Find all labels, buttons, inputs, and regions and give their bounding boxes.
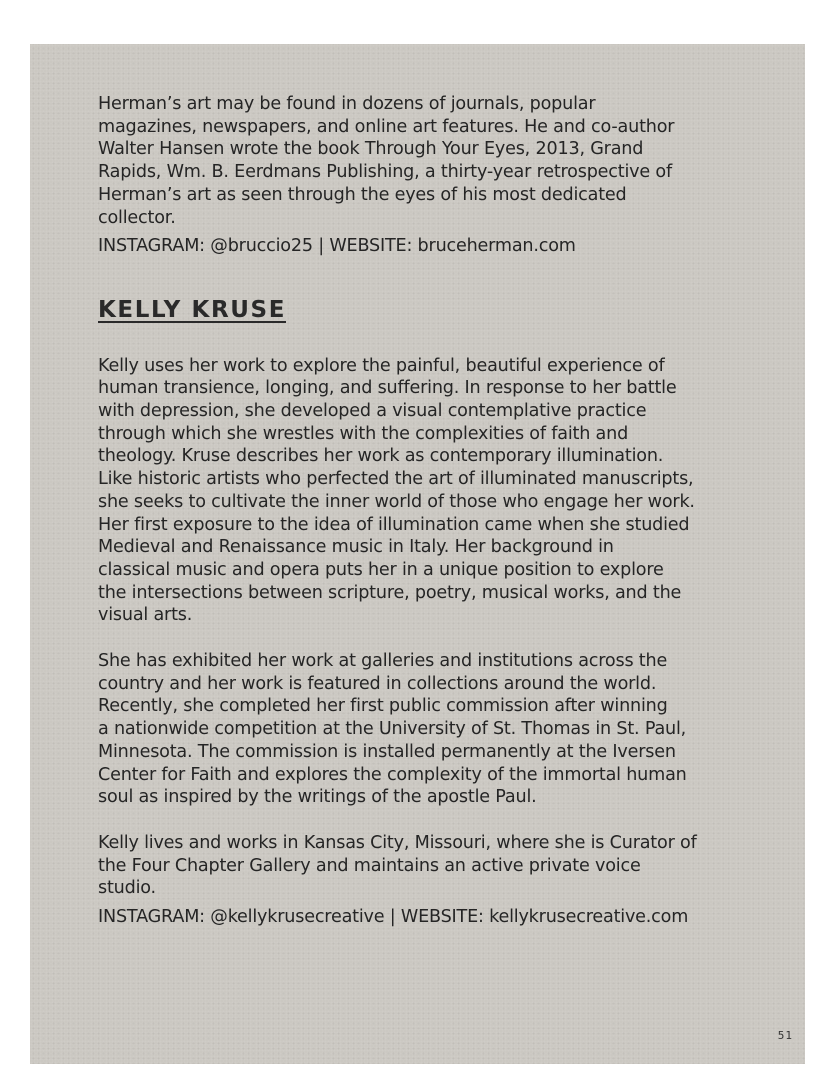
page-content — [98, 93, 748, 929]
artist-bio-paragraph-2: She has exhibited her work at galleries and institutions across the country and her work is featured in collections around the world. Recently, she completed her first public commission after winning a nationwide competition at the University of St. Thomas in St. Paul, Minnesota. The commission is installed permanently at the Iversen Center for Faith and explores the complexity of the immortal human soul as inspired by the writings of the apostle Paul. — [98, 651, 687, 808]
previous-artist-bio: Herman’s art may be found in dozens of journals, popular magazines, newspapers, and online art features. He and co-author Walter Hansen wrote the book Through Your Eyes, 2013, Grand Rapids, Wm. B. Eerdmans Publishing, a thirty-year retrospective of Herman’s art as seen through the eyes of his most dedicated collector. — [98, 94, 675, 228]
document-page — [30, 44, 805, 1064]
previous-artist-links: INSTAGRAM: @bruccio25 | WEBSITE: bruceherman.com — [98, 236, 576, 257]
artist-bio-paragraph-3: Kelly lives and works in Kansas City, Missouri, where she is Curator of the Four Chapter Gallery and maintains an active private voice studio. — [98, 832, 697, 899]
artist-name-heading: KELLY KRUSE — [98, 296, 287, 323]
page-number: 51 — [777, 1029, 793, 1042]
artist-bio-paragraph-1: Kelly uses her work to explore the painful, beautiful experience of human transience, longing, and suffering. In response to her battle with depression, she developed a visual contemplative practice through which she wrestles with the complexities of faith and theology. Kruse describes her work as contemporary illumination. Like historic artists who perfected the art of illuminated manuscripts, she seeks to cultivate the inner world of those who engage her work. Her first exposure to the idea of illumination came when she studied Medieval and Renaissance music in Italy. Her background in classical music and opera puts her in a unique position to explore the intersections between scripture, poetry, musical works, and the visual arts. — [98, 355, 695, 626]
artist-links: INSTAGRAM: @kellykrusecreative | WEBSITE: kellykrusecreative.com — [98, 907, 689, 928]
